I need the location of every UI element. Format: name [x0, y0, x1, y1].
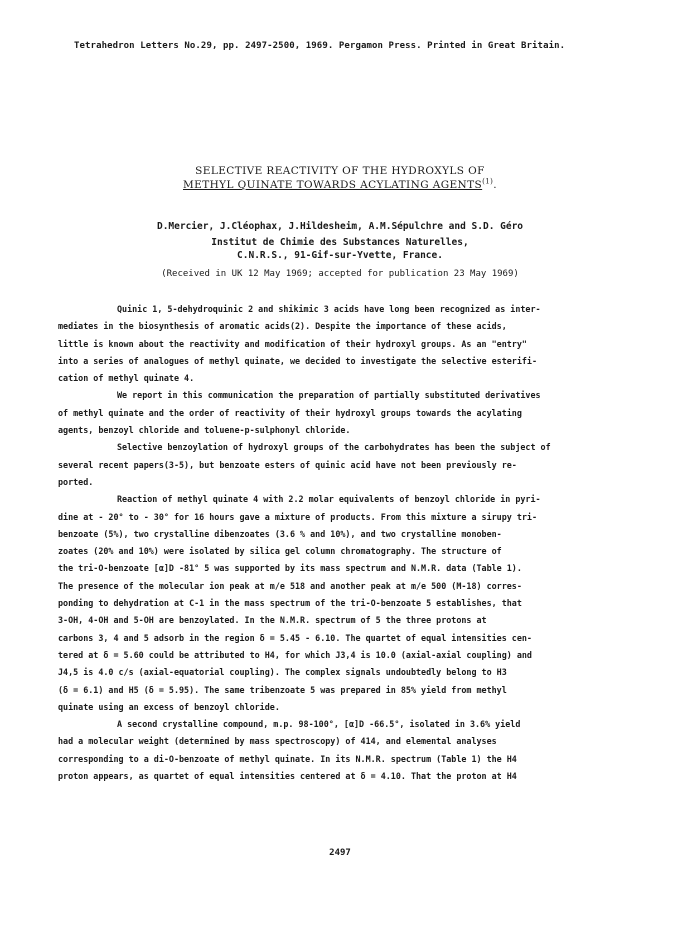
- body-line: We report in this communication the preparation of partially substituted derivatives: [117, 390, 541, 401]
- body-line: mediates in the biosynthesis of aromatic acids(2). Despite the importance of these acids,: [58, 321, 507, 332]
- article-title-line-1: SELECTIVE REACTIVITY OF THE HYDROXYLS OF: [195, 165, 485, 177]
- body-line: tered at δ = 5.60 could be attributed to H4, for which J3,4 is 10.0 (axial-axial coupling) and: [58, 649, 532, 660]
- body-line: the tri-O-benzoate [α]D -81° 5 was supported by its mass spectrum and N.M.R. data (Table 1).: [58, 563, 522, 574]
- body-line: ported.: [58, 476, 94, 487]
- body-line: benzoate (5%), two crystalline dibenzoates (3.6 % and 10%), and two crystalline monoben-: [58, 528, 502, 539]
- body-line: several recent papers(3-5), but benzoate esters of quinic acid have not been previously re-: [58, 459, 517, 470]
- title-footnote-ref: (1): [482, 177, 494, 186]
- body-line: J4,5 is 4.0 c/s (axial-equatorial coupling). The complex signals undoubtedly belong to H3: [58, 667, 507, 678]
- received-dates: (Received in UK 12 May 1969; accepted for publication 23 May 1969): [161, 269, 519, 279]
- body-line: The presence of the molecular ion peak at m/e 518 and another peak at m/e 500 (M-18) corres-: [58, 580, 522, 591]
- body-line: ponding to dehydration at C-1 in the mass spectrum of the tri-O-benzoate 5 establishes, that: [58, 598, 522, 609]
- body-line: little is known about the reactivity and modification of their hydroxyl groups. As an "entry": [58, 338, 527, 349]
- institution-line-2: C.N.R.S., 91-Gif-sur-Yvette, France.: [237, 250, 443, 261]
- body-line: quinate using an excess of benzoyl chloride.: [58, 701, 280, 712]
- body-line: Reaction of methyl quinate 4 with 2.2 molar equivalents of benzoyl chloride in pyri-: [117, 494, 541, 505]
- article-body: [58, 301, 621, 785]
- page-number: 2497: [329, 848, 351, 858]
- article-title-line-2: METHYL QUINATE TOWARDS ACYLATING AGENTS$^{(1)}$.: [182, 177, 498, 191]
- body-line: into a series of analogues of methyl quinate, we decided to investigate the selective esterifi-: [58, 355, 538, 366]
- body-line: proton appears, as quartet of equal intensities centered at δ = 4.10. That the proton at H4: [58, 771, 517, 782]
- institution-line-1: Institut de Chimie des Substances Naturelles,: [211, 237, 469, 248]
- body-line: of methyl quinate and the order of reactivity of their hydroxyl groups towards the acylating: [58, 407, 522, 418]
- body-line: carbons 3, 4 and 5 adsorb in the region δ = 5.45 - 6.10. The quartet of equal intensities cen-: [58, 632, 532, 643]
- body-line: zoates (20% and 10%) were isolated by silica gel column chromatography. The structure of: [58, 546, 502, 557]
- body-line: Quinic 1, 5-dehydroquinic 2 and shikimic 3 acids have long been recognized as inter-: [117, 304, 541, 314]
- body-line: Selective benzoylation of hydroxyl groups of the carbohydrates has been the subject of: [117, 442, 551, 453]
- body-line: cation of methyl quinate 4.: [58, 373, 195, 384]
- journal-citation-header: Tetrahedron Letters No.29, pp. 2497-2500, 1969. Pergamon Press. Printed in Great Britain.: [74, 41, 566, 51]
- body-line: dine at - 20° to - 30° for 16 hours gave a mixture of products. From this mixture a sirupy tri-: [58, 511, 538, 522]
- body-line: A second crystalline compound, m.p. 98-100°, [α]D -66.5°, isolated in 3.6% yield: [117, 719, 521, 730]
- article-title-line-2-text: METHYL QUINATE TOWARDS ACYLATING AGENTS: [182, 179, 483, 191]
- body-line: had a molecular weight (determined by mass spectroscopy) of 414, and elemental analyses: [58, 736, 497, 747]
- body-line: (δ = 6.1) and H5 (δ = 5.95). The same tribenzoate 5 was prepared in 85% yield from methyl: [58, 684, 507, 695]
- authors: D.Mercier, J.Cléophax, J.Hildesheim, A.M.Sépulchre and S.D. Géro: [156, 221, 524, 232]
- body-line: agents, benzoyl chloride and toluene-p-sulphonyl chloride.: [58, 425, 351, 436]
- body-line: corresponding to a di-O-benzoate of methyl quinate. In its N.M.R. spectrum (Table 1) the H4: [58, 753, 517, 764]
- body-line: 3-OH, 4-OH and 5-OH are benzoylated. In the N.M.R. spectrum of 5 the three protons at: [58, 615, 487, 626]
